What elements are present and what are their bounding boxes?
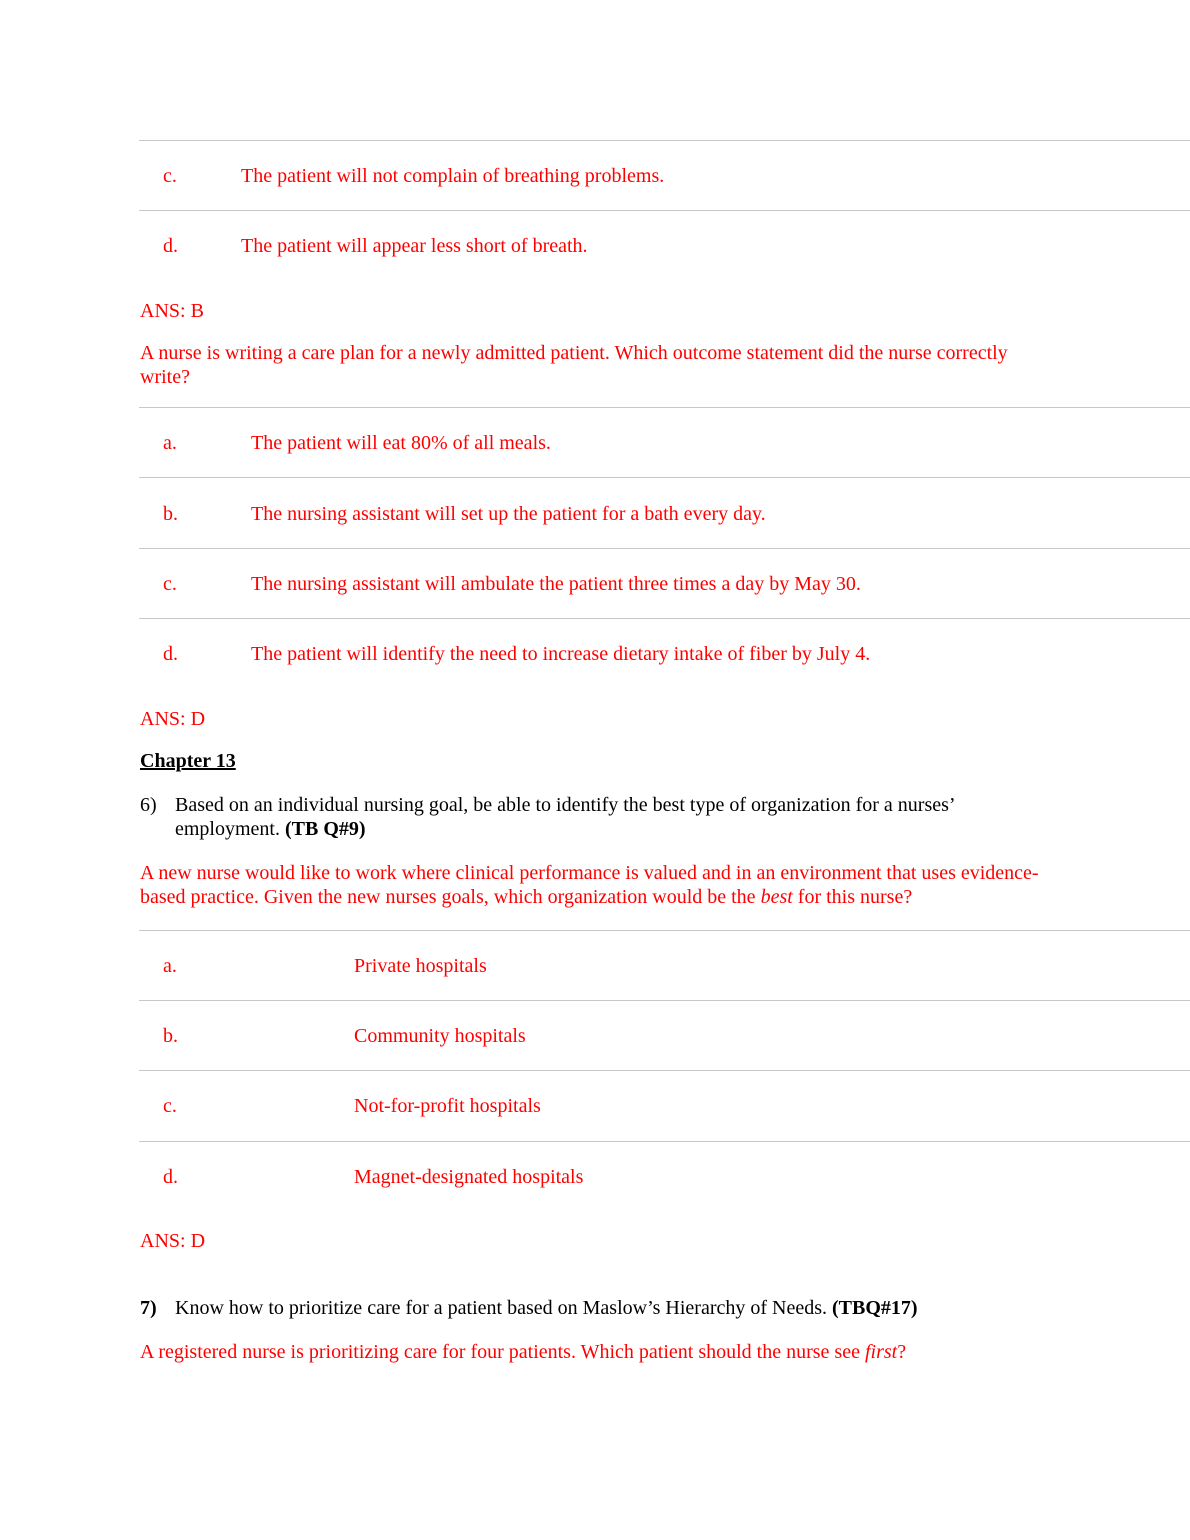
table-rule (139, 1000, 1190, 1001)
objective-reference: (TBQ#17) (832, 1297, 918, 1319)
option-text: The patient will appear less short of breath. (241, 235, 588, 257)
table-rule (139, 210, 1190, 211)
question-text (140, 861, 1070, 909)
question-emphasis: best (760, 886, 793, 908)
table-rule (139, 140, 1190, 141)
table-rule (139, 1141, 1190, 1142)
option-letter: c. (163, 1095, 177, 1117)
objective-number: 6) (140, 794, 157, 816)
option-text: The patient will identify the need to increase dietary intake of fiber by July 4. (251, 643, 871, 665)
option-letter: b. (163, 1025, 178, 1047)
table-rule (139, 618, 1190, 619)
option-letter: d. (163, 235, 178, 257)
answer-key: ANS: B (140, 300, 204, 322)
objective-text: Based on an individual nursing goal, be able to identify the best type of organization for a nurses’ employment. (175, 794, 955, 840)
option-text: Magnet-designated hospitals (354, 1166, 584, 1188)
answer-key: ANS: D (140, 708, 206, 730)
answer-key: ANS: D (140, 1230, 206, 1252)
option-text: Community hospitals (354, 1025, 526, 1047)
option-letter: d. (163, 643, 178, 665)
table-rule (139, 548, 1190, 549)
option-text: The patient will eat 80% of all meals. (251, 432, 551, 454)
objective-number: 7) (140, 1297, 157, 1319)
table-rule (139, 477, 1190, 478)
option-text: The patient will not complain of breathing problems. (241, 165, 665, 187)
option-letter: c. (163, 573, 177, 595)
table-rule (139, 1070, 1190, 1071)
option-text: Private hospitals (354, 955, 487, 977)
option-text: The nursing assistant will set up the patient for a bath every day. (251, 503, 766, 525)
option-letter: d. (163, 1166, 178, 1188)
option-text: The nursing assistant will ambulate the patient three times a day by May 30. (251, 573, 861, 595)
question-text: A nurse is writing a care plan for a newly admitted patient. Which outcome statement did the nurse correctly write? (140, 342, 1008, 388)
option-letter: a. (163, 955, 177, 977)
option-letter: a. (163, 432, 177, 454)
question-text-part: A registered nurse is prioritizing care for four patients. Which patient should the nurse see (140, 1341, 865, 1363)
question-text (140, 1340, 906, 1364)
question-text-part: A new nurse would like to work where clinical performance is valued and in an environment that uses evidence-based practice. Given the new nurses goals, which organization would be the (140, 862, 1039, 908)
objective-item (140, 1296, 1040, 1320)
table-rule (139, 930, 1190, 931)
option-text: Not-for-profit hospitals (354, 1095, 541, 1117)
option-letter: b. (163, 503, 178, 525)
question-text-part: ? (897, 1341, 907, 1363)
objective-item (140, 793, 1040, 841)
option-letter: c. (163, 165, 177, 187)
objective-text: Know how to prioritize care for a patient based on Maslow’s Hierarchy of Needs. (175, 1297, 828, 1319)
table-rule (139, 407, 1190, 408)
question-emphasis: first (864, 1341, 898, 1363)
objective-reference: (TB Q#9) (284, 818, 366, 840)
chapter-heading: Chapter 13 (140, 750, 236, 772)
question-text-part: for this nurse? (792, 886, 913, 908)
